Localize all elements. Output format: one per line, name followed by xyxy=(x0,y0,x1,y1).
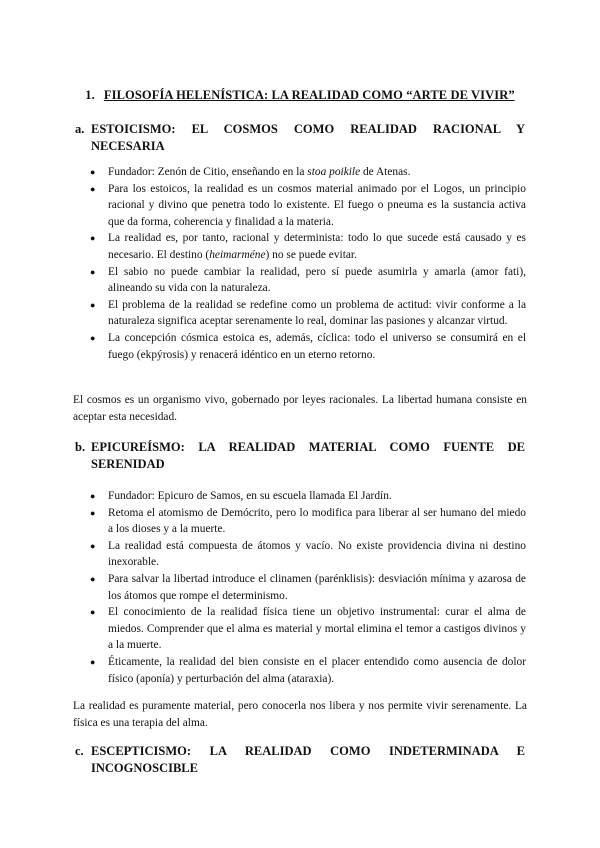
main-title-text: FILOSOFÍA HELENÍSTICA: LA REALIDAD COMO “ARTE DE VIVIR” xyxy=(103,88,515,102)
bullet-icon: ● xyxy=(90,266,96,277)
bullet-icon: ● xyxy=(90,183,96,194)
main-title xyxy=(0,88,600,103)
bullet-list-estoicismo xyxy=(90,164,526,363)
bullet-icon: ● xyxy=(90,491,96,501)
section-heading-line1: EPICUREÍSMO: LA REALIDAD MATERIAL COMO FUENTE DE xyxy=(91,440,525,454)
list-item: ● Éticamente, la realidad del bien consiste en el placer entendido como ausencia de dolor físico (aponía) y perturbación del alma (ataraxia). xyxy=(90,655,526,685)
list-item: ● Para salvar la libertad introduce el clinamen (parénklisis): desviación mínima y azarosa de los átomos que rompe el determinismo. xyxy=(90,572,526,602)
conclusion-epicureismo: La realidad es puramente material, pero conocerla nos libera y nos permite vivir serenamente. La física es una terapia del alma. xyxy=(73,700,527,729)
bullet-icon: ● xyxy=(90,573,96,584)
bullet-icon: ● xyxy=(90,507,96,518)
list-item: ● El sabio no puede cambiar la realidad, pero sí puede asumirla y amarla (amor fati), alineando su vida con la naturaleza. xyxy=(90,265,526,295)
bullet-icon: ● xyxy=(90,233,96,244)
bullet-icon: ● xyxy=(90,299,96,310)
bullet-icon: ● xyxy=(90,656,96,667)
bullet-list-epicureismo xyxy=(90,488,526,687)
section-heading-estoicismo xyxy=(75,121,525,155)
bullet-icon: ● xyxy=(90,540,96,551)
section-letter: c. xyxy=(75,744,84,758)
bullet-icon: ● xyxy=(90,167,96,177)
section-heading-line1: ESTOICISMO: EL COSMOS COMO REALIDAD RACIONAL Y xyxy=(91,122,525,136)
list-item: ● La realidad es, por tanto, racional y determinista: todo lo que sucede está causado y es necesario. El destino (heimarméne) no se puede evitar. xyxy=(90,232,526,261)
section-heading-line1: ESCEPTICISMO: LA REALIDAD COMO INDETERMINADA E xyxy=(91,744,525,758)
section-heading-line2: SERENIDAD xyxy=(91,457,165,471)
list-item: ● El conocimiento de la realidad física tiene un objetivo instrumental: curar el alma de miedos. Comprender que el alma es material y mortal elimina el temor a castigos divinos y a la muerte. xyxy=(90,606,526,652)
conclusion-estoicismo: El cosmos es un organismo vivo, gobernado por leyes racionales. La libertad humana consiste en aceptar esta necesidad. xyxy=(73,394,527,423)
list-item: ● La concepción cósmica estoica es, además, cíclica: todo el universo se consumirá en el fuego (ekpýrosis) y renacerá idéntico en un eterno retorno. xyxy=(90,331,526,361)
bullet-icon: ● xyxy=(90,332,96,343)
list-item: ● Fundador: Epicuro de Samos, en su escuela llamada El Jardín. xyxy=(108,488,526,505)
list-item: ● Fundador: Zenón de Citio, enseñando en la stoa poikile de Atenas. xyxy=(108,164,526,181)
section-heading-escepticismo xyxy=(75,743,525,777)
section-letter: b. xyxy=(75,440,86,454)
section-heading-epicureismo xyxy=(75,439,525,473)
bullet-icon: ● xyxy=(90,607,96,618)
list-item: ● Para los estoicos, la realidad es un cosmos material animado por el Logos, un principio racional y divino que penetra todo lo existente. El fuego o pneuma es la sustancia activa que da forma, coherencia y finalidad a la materia. xyxy=(90,182,526,228)
section-heading-line2: NECESARIA xyxy=(91,139,165,153)
list-item: ● La realidad está compuesta de átomos y vacío. No existe providencia divina ni destino inexorable. xyxy=(90,539,526,569)
list-item: ● Retoma el atomismo de Demócrito, pero lo modifica para liberar al ser humano del miedo a los dioses y a la muerte. xyxy=(90,506,526,536)
section-heading-line2: INCOGNOSCIBLE xyxy=(91,761,198,775)
list-item: ● El problema de la realidad se redefine como un problema de actitud: vivir conforme a la naturaleza significa aceptar serenamente lo real, dominar las pasiones y alcanzar virtud. xyxy=(90,298,526,328)
main-title-number: 1. xyxy=(85,88,95,102)
section-letter: a. xyxy=(75,122,85,136)
